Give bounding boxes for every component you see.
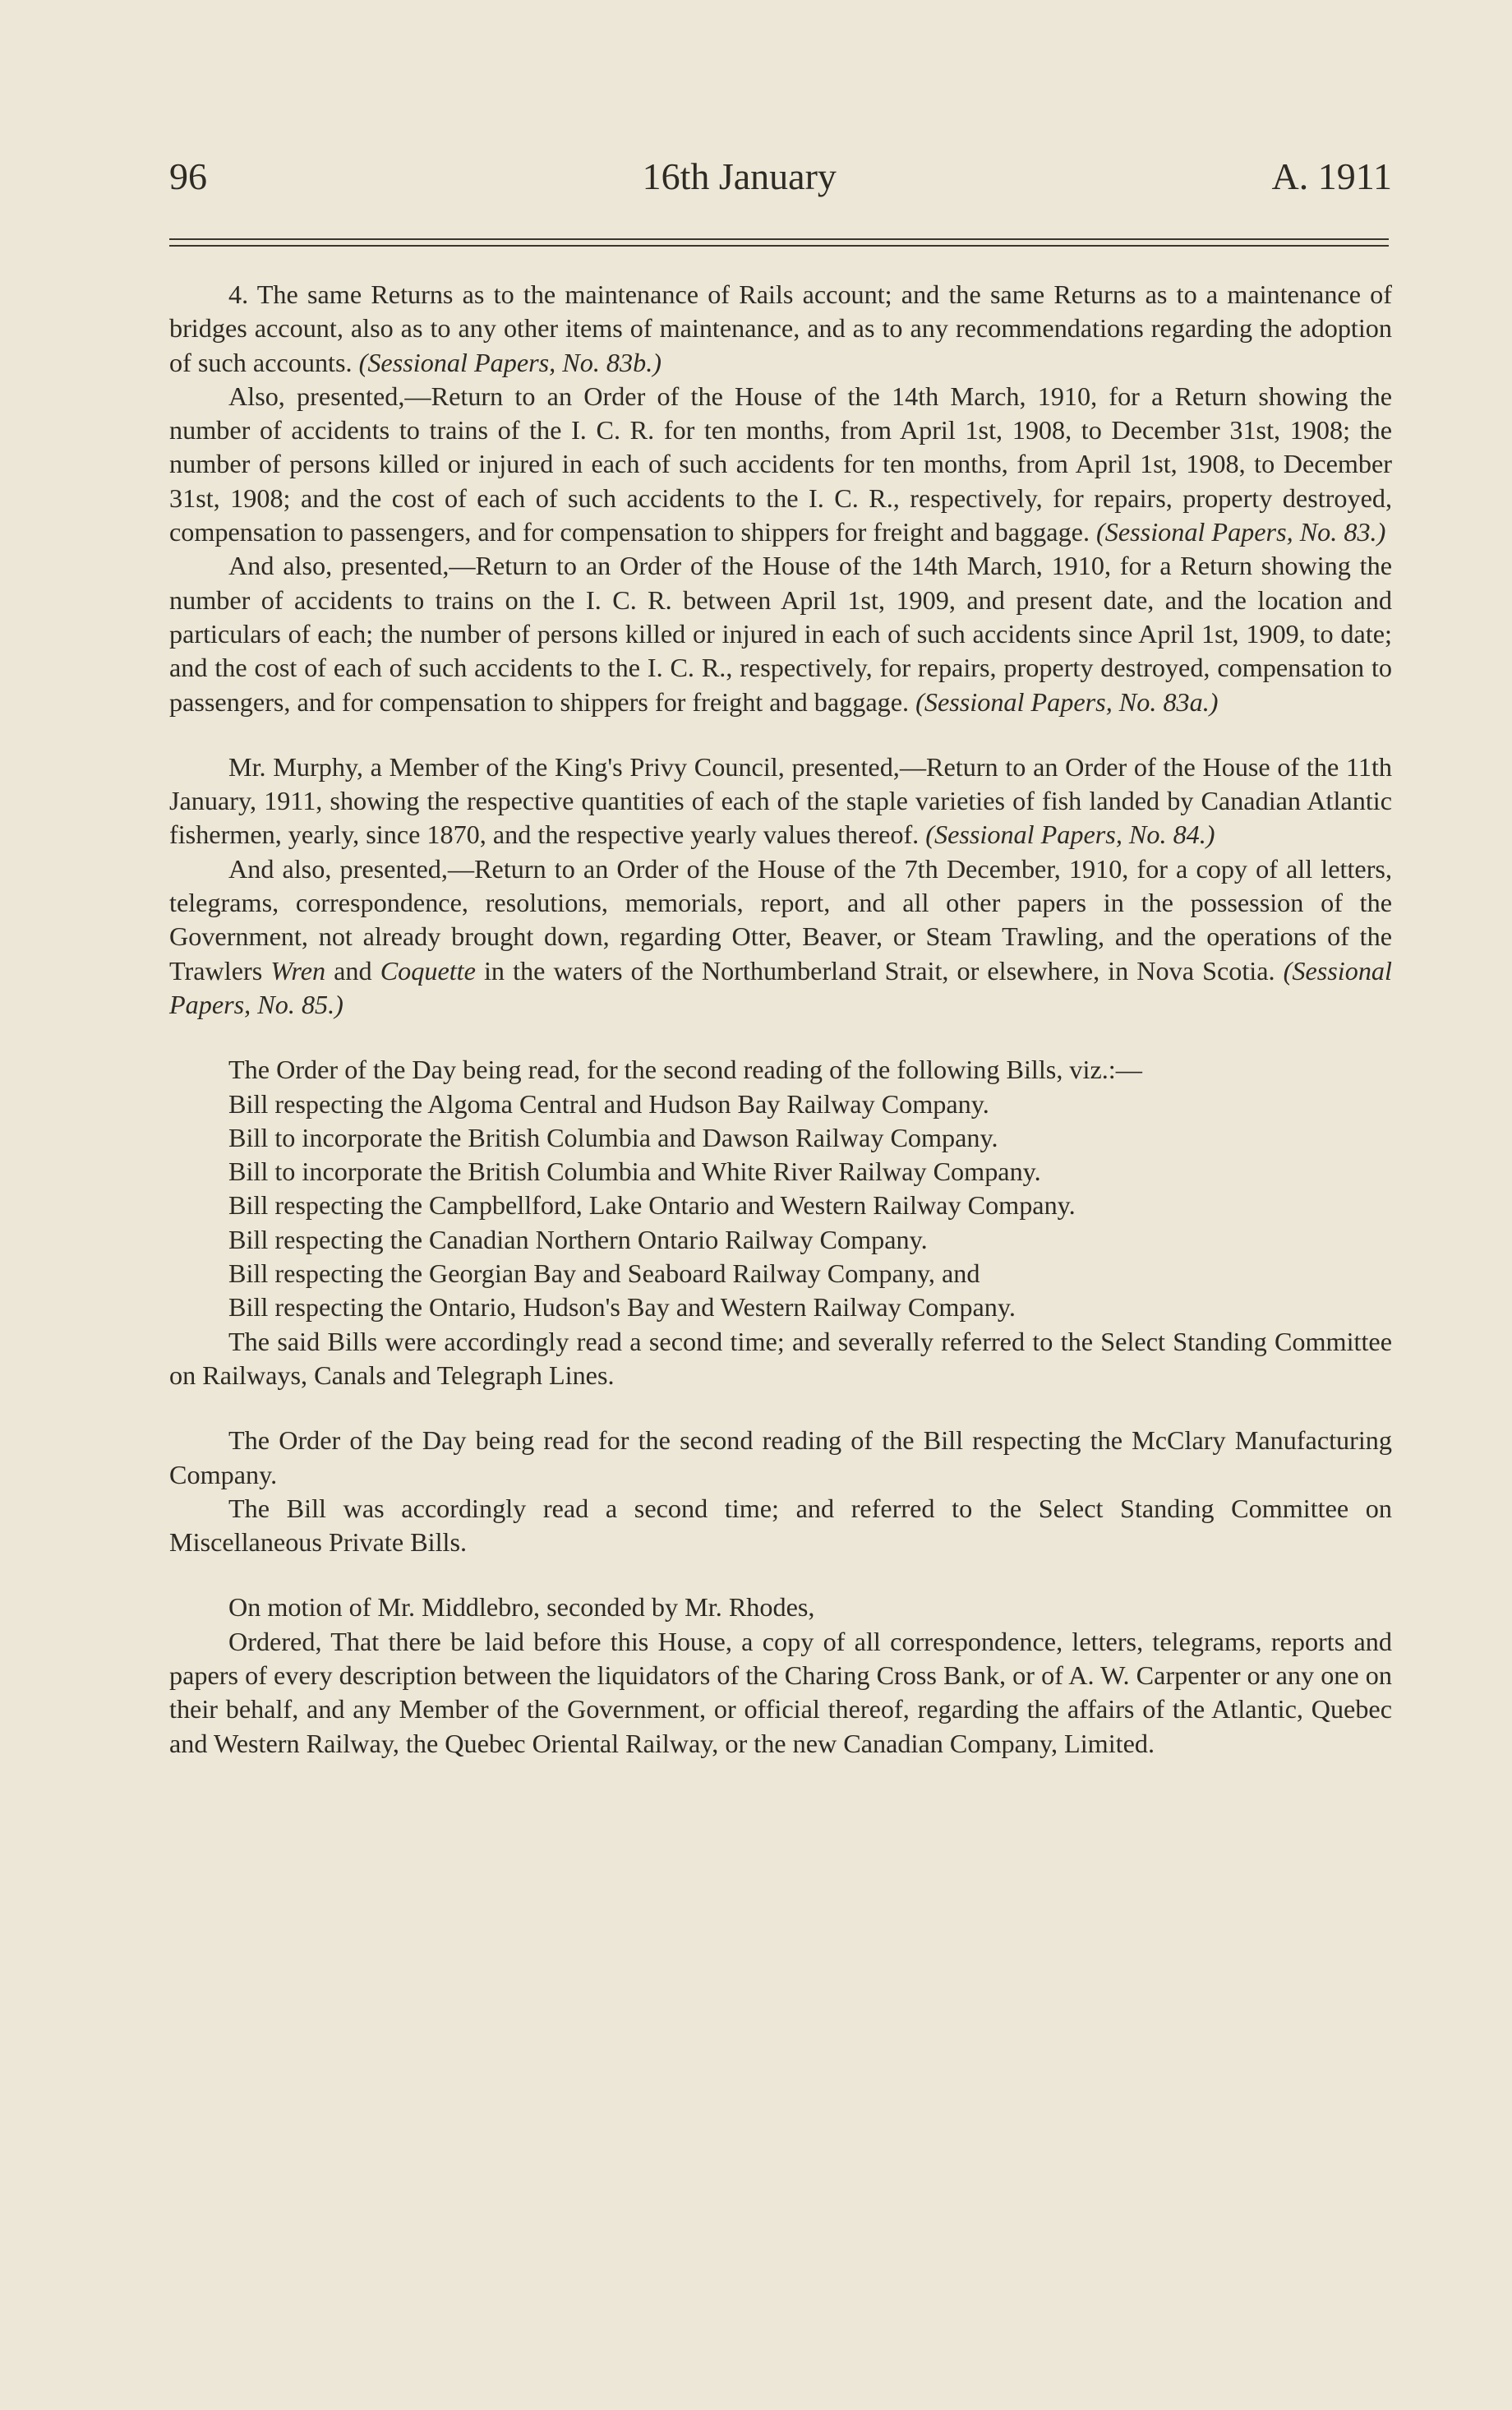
ship-name: Wren bbox=[270, 955, 326, 986]
ship-name: Coquette bbox=[380, 955, 476, 986]
header-rule-top bbox=[169, 238, 1389, 240]
sessional-paper-ref: (Sessional Papers, No. 85.) bbox=[169, 955, 1392, 1019]
sessional-paper-ref: (Sessional Papers, No. 83a.) bbox=[915, 686, 1219, 717]
page-number: 96 bbox=[169, 155, 207, 197]
header-year: A. 1911 bbox=[1271, 155, 1392, 197]
bill-item: Bill respecting the Canadian Northern Ontario Railway Company. bbox=[228, 1224, 928, 1254]
paragraph-bills-referred: The said Bills were accordingly read a second time; and severally referred to the Select Standing Committee on Railways, Canals and Telegraph Lines. bbox=[169, 1326, 1392, 1390]
bill-item: Bill to incorporate the British Columbia and Dawson Railway Company. bbox=[228, 1122, 998, 1152]
paragraph-return-accidents-1909: And also, presented,—Return to an Order of the House of the 14th March, 1910, for a Return showing the number of accidents to trains on the I. C. R. between April 1st, 1909, and present date, and the location and particulars of each; the number of persons killed or injured in each of such accidents since April 1st, 1909, to date; and the cost of each of such accidents to the I. C. R., respectively, for repairs, property destroyed, compensation to passengers, and for compensation to shippers for freight and baggage. (Sessional Papers, No. 83a.) bbox=[169, 551, 1392, 717]
running-header bbox=[169, 155, 1392, 198]
bill-item: Bill to incorporate the British Columbia and White River Railway Company. bbox=[228, 1157, 1041, 1187]
paragraph-return-accidents-1908: Also, presented,—Return to an Order of the House of the 14th March, 1910, for a Return showing the number of accidents to trains of the I. C. R. for ten months, from April 1st, 1908, to December 31st, 1908; the number of persons killed or injured in each of such accidents for ten months, from April 1st, 1908, to December 31st, 1908; and the cost of each of such accidents to the I. C. R., respectively, for repairs, property destroyed, compensation to passengers, and for compensation to shippers for freight and baggage. (Sessional Papers, No. 83.) bbox=[169, 381, 1392, 547]
paragraph-order-of-day-bills: The Order of the Day being read, for the second reading of the following Bills, viz.:— bbox=[228, 1055, 1142, 1085]
page-body bbox=[169, 278, 1392, 1761]
paragraph-ordered: Ordered, That there be laid before this House, a copy of all correspondence, letters, telegrams, reports and papers of every description between the liquidators of the Charing Cross Bank, or of A. W. Carpenter or any one on their behalf, and any Member of the Government, or official thereof, regarding the affairs of the Atlantic, Quebec and Western Railway, the Quebec Oriental Railway, or the new Canadian Company, Limited. bbox=[169, 1626, 1392, 1758]
paragraph-fish-return: Mr. Murphy, a Member of the King's Privy Council, presented,—Return to an Order of the House of the 11th January, 1911, showing the respective quantities of each of the staple varieties of fish landed by Canadian Atlantic fishermen, yearly, since 1870, and the respective yearly values thereof. (Sessional Papers, No. 84.) bbox=[169, 751, 1392, 850]
bill-item: Bill respecting the Georgian Bay and Seaboard Railway Company, and bbox=[228, 1258, 980, 1289]
bill-item: Bill respecting the Ontario, Hudson's Bay and Western Railway Company. bbox=[228, 1292, 1016, 1323]
paragraph-mcclary-order: The Order of the Day being read for the second reading of the Bill respecting the McClary Manufacturing Company. bbox=[169, 1425, 1392, 1489]
bill-item: Bill respecting the Campbellford, Lake Ontario and Western Railway Company. bbox=[228, 1190, 1076, 1221]
header-rule-bottom bbox=[169, 245, 1389, 247]
paragraph-motion: On motion of Mr. Middlebro, seconded by Mr. Rhodes, bbox=[228, 1592, 815, 1623]
header-date: 16th January bbox=[642, 155, 837, 197]
paragraph-returns-rails: 4. The same Returns as to the maintenance of Rails account; and the same Returns as to a maintenance of bridges account, also as to any other items of maintenance, and as to any recommendations regarding the adoption of such accounts. (Sessional Papers, No. 83b.) bbox=[169, 279, 1392, 377]
sessional-paper-ref: (Sessional Papers, No. 83.) bbox=[1096, 517, 1386, 547]
paragraph-mcclary-referred: The Bill was accordingly read a second time; and referred to the Select Standing Committee on Miscellaneous Private Bills. bbox=[169, 1493, 1392, 1558]
paragraph-trawling-return: And also, presented,—Return to an Order of the House of the 7th December, 1910, for a copy of all letters, telegrams, correspondence, resolutions, memorials, report, and all other papers in the possession of the Government, not already brought down, regarding Otter, Beaver, or Steam Trawling, and the operations of the Trawlers Wren and Coquette in the waters of the Northumberland Strait, or elsewhere, in Nova Scotia. (Sessional Papers, No. 85.) bbox=[169, 853, 1392, 1019]
sessional-paper-ref: (Sessional Papers, No. 84.) bbox=[925, 819, 1215, 850]
sessional-paper-ref: (Sessional Papers, No. 83b.) bbox=[358, 347, 662, 377]
bill-item: Bill respecting the Algoma Central and Hudson Bay Railway Company. bbox=[228, 1088, 989, 1119]
